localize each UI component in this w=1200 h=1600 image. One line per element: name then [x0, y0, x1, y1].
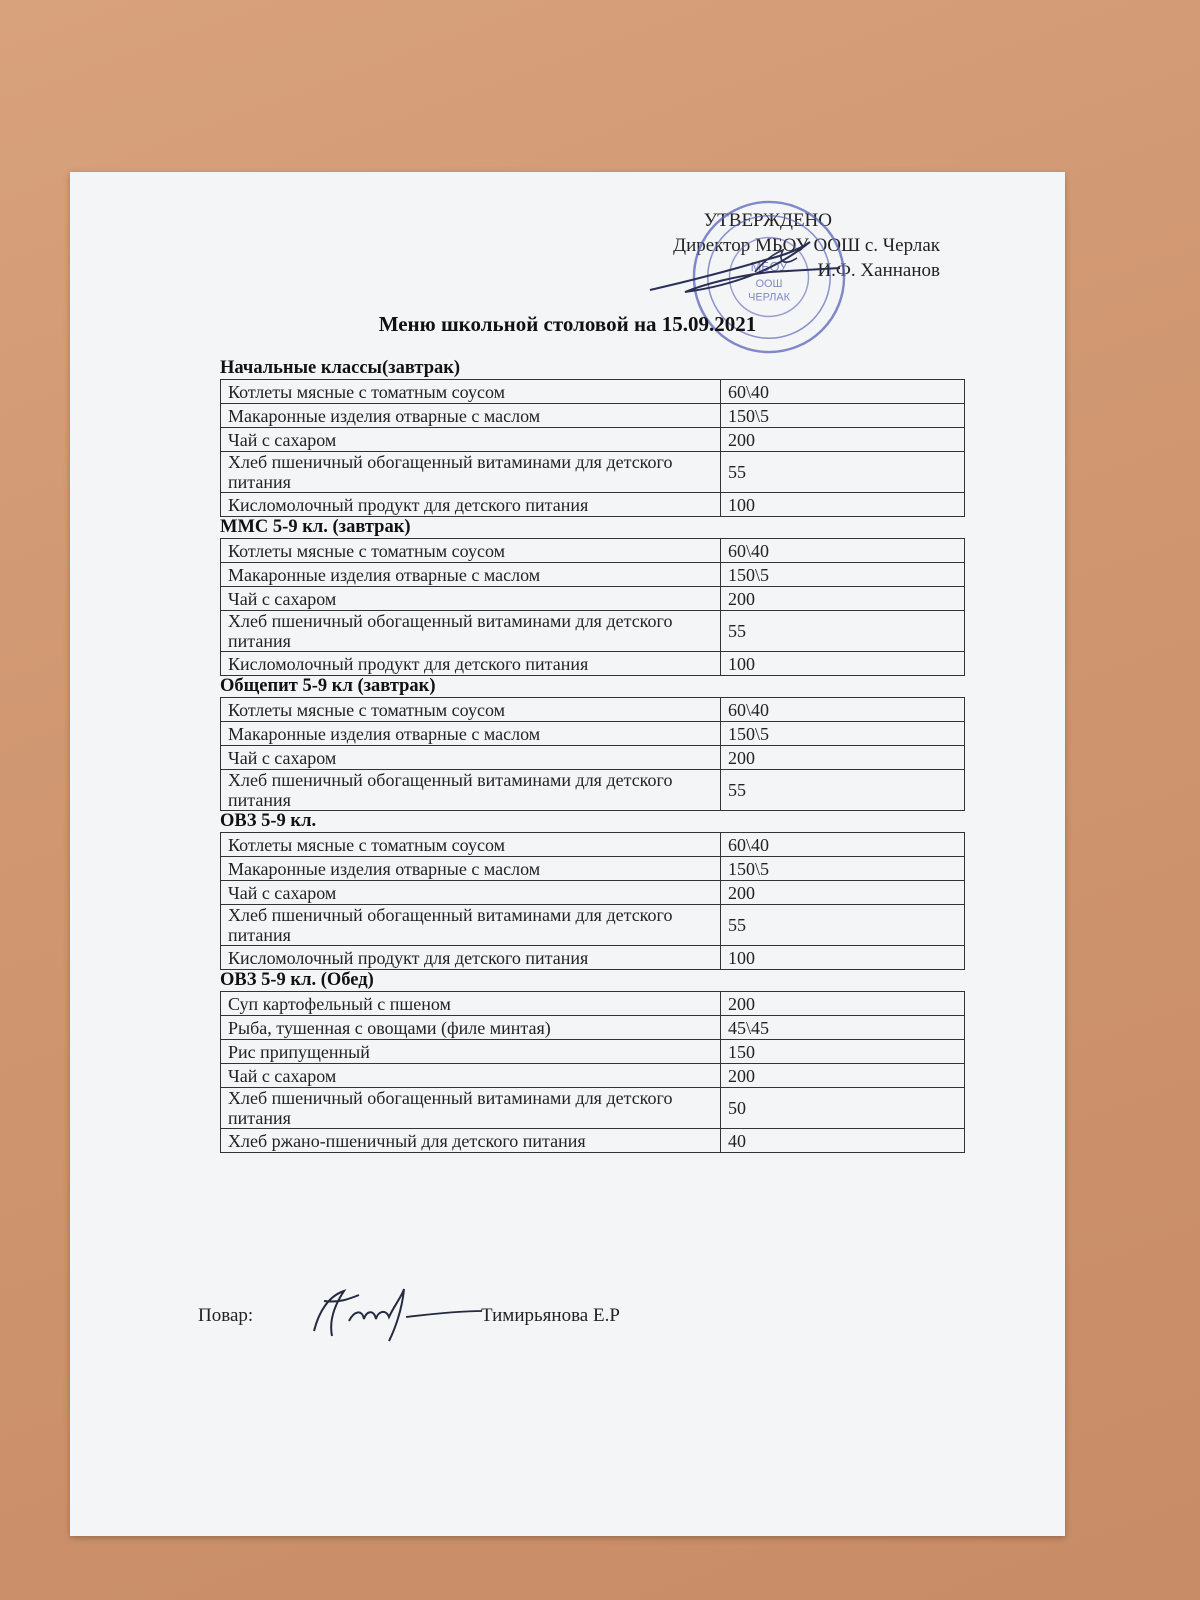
- approval-heading: УТВЕРЖДЕНО: [703, 210, 832, 231]
- portion-size: 45\45: [721, 1016, 965, 1040]
- portion-size: 40: [721, 1129, 965, 1153]
- dish-name: Хлеб ржано-пшеничный для детского питания: [221, 1129, 721, 1153]
- table-row: [221, 1088, 965, 1129]
- portion-size: 60\40: [721, 833, 965, 857]
- portion-size: 100: [721, 493, 965, 517]
- portion-size: 100: [721, 652, 965, 676]
- table-row: [221, 1040, 965, 1064]
- table-row: [221, 833, 965, 857]
- table-row: [221, 1064, 965, 1088]
- dish-name: Суп картофельный с пшеном: [221, 992, 721, 1016]
- table-row: [221, 587, 965, 611]
- table-row: [221, 770, 965, 811]
- dish-name: Хлеб пшеничный обогащенный витаминами для детского питания: [221, 611, 721, 652]
- table-row: [221, 380, 965, 404]
- menu-table: [220, 697, 965, 811]
- table-row: [221, 881, 965, 905]
- portion-size: 100: [721, 946, 965, 970]
- dish-name: Чай с сахаром: [221, 881, 721, 905]
- dish-name: Чай с сахаром: [221, 746, 721, 770]
- dish-name: Хлеб пшеничный обогащенный витаминами для детского питания: [221, 1088, 721, 1129]
- dish-name: Котлеты мясные с томатным соусом: [221, 539, 721, 563]
- portion-size: 55: [721, 770, 965, 811]
- menu-table: [220, 379, 965, 517]
- dish-name: Хлеб пшеничный обогащенный витаминами для детского питания: [221, 452, 721, 493]
- portion-size: 200: [721, 992, 965, 1016]
- table-row: [221, 563, 965, 587]
- footer: [198, 1305, 798, 1355]
- dish-name: Рис припущенный: [221, 1040, 721, 1064]
- portion-size: 60\40: [721, 698, 965, 722]
- table-row: [221, 404, 965, 428]
- dish-name: Макаронные изделия отварные с маслом: [221, 563, 721, 587]
- table-row: [221, 746, 965, 770]
- approval-director: Директор МБОУ ООШ с. Черлак: [673, 235, 940, 256]
- table-row: [221, 698, 965, 722]
- dish-name: Макаронные изделия отварные с маслом: [221, 722, 721, 746]
- section-title: Общепит 5-9 кл (завтрак): [220, 676, 436, 696]
- dish-name: Кисломолочный продукт для детского питания: [221, 652, 721, 676]
- table-row: [221, 493, 965, 517]
- table-row: [221, 428, 965, 452]
- table-row: [221, 946, 965, 970]
- cook-signature: [294, 1281, 484, 1353]
- menu-content: [220, 358, 965, 1153]
- menu-table: [220, 832, 965, 970]
- svg-text:ЧЕРЛАК: ЧЕРЛАК: [748, 291, 790, 304]
- director-signature: [645, 232, 845, 302]
- table-row: [221, 539, 965, 563]
- table-row: [221, 611, 965, 652]
- cook-name: Тимирьянова Е.Р: [481, 1305, 620, 1326]
- section-title: ОВЗ 5-9 кл. (Обед): [220, 970, 374, 990]
- portion-size: 200: [721, 428, 965, 452]
- table-row: [221, 722, 965, 746]
- portion-size: 150\5: [721, 857, 965, 881]
- dish-name: Хлеб пшеничный обогащенный витаминами для детского питания: [221, 905, 721, 946]
- table-row: [221, 652, 965, 676]
- table-row: [221, 1129, 965, 1153]
- section-title: Начальные классы(завтрак): [220, 358, 461, 378]
- menu-table: [220, 991, 965, 1153]
- portion-size: 50: [721, 1088, 965, 1129]
- approval-name: И.Ф. Ханнанов: [817, 260, 940, 281]
- dish-name: Котлеты мясные с томатным соусом: [221, 833, 721, 857]
- dish-name: Чай с сахаром: [221, 587, 721, 611]
- portion-size: 55: [721, 452, 965, 493]
- menu-sheet: [70, 172, 1065, 1536]
- cook-label: Повар:: [198, 1305, 254, 1326]
- dish-name: Чай с сахаром: [221, 428, 721, 452]
- dish-name: Хлеб пшеничный обогащенный витаминами для детского питания: [221, 770, 721, 811]
- page-title: Меню школьной столовой на 15.09.2021: [378, 312, 757, 336]
- table-row: [221, 857, 965, 881]
- portion-size: 200: [721, 881, 965, 905]
- svg-text:МБОУ: МБОУ: [750, 259, 788, 275]
- dish-name: Макаронные изделия отварные с маслом: [221, 857, 721, 881]
- dish-name: Кисломолочный продукт для детского питания: [221, 946, 721, 970]
- portion-size: 150\5: [721, 563, 965, 587]
- dish-name: Котлеты мясные с томатным соусом: [221, 698, 721, 722]
- section-title: ОВЗ 5-9 кл.: [220, 811, 317, 831]
- portion-size: 150\5: [721, 404, 965, 428]
- table-row: [221, 452, 965, 493]
- table-row: [221, 1016, 965, 1040]
- dish-name: Макаронные изделия отварные с маслом: [221, 404, 721, 428]
- portion-size: 60\40: [721, 380, 965, 404]
- dish-name: Котлеты мясные с томатным соусом: [221, 380, 721, 404]
- portion-size: 200: [721, 1064, 965, 1088]
- portion-size: 200: [721, 746, 965, 770]
- portion-size: 150\5: [721, 722, 965, 746]
- section-title: ММС 5-9 кл. (завтрак): [220, 517, 411, 537]
- dish-name: Кисломолочный продукт для детского питания: [221, 493, 721, 517]
- svg-text:ООШ: ООШ: [755, 277, 783, 290]
- portion-size: 55: [721, 611, 965, 652]
- dish-name: Рыба, тушенная с овощами (филе минтая): [221, 1016, 721, 1040]
- table-row: [221, 905, 965, 946]
- dish-name: Чай с сахаром: [221, 1064, 721, 1088]
- portion-size: 60\40: [721, 539, 965, 563]
- portion-size: 55: [721, 905, 965, 946]
- portion-size: 150: [721, 1040, 965, 1064]
- portion-size: 200: [721, 587, 965, 611]
- menu-table: [220, 538, 965, 676]
- table-row: [221, 992, 965, 1016]
